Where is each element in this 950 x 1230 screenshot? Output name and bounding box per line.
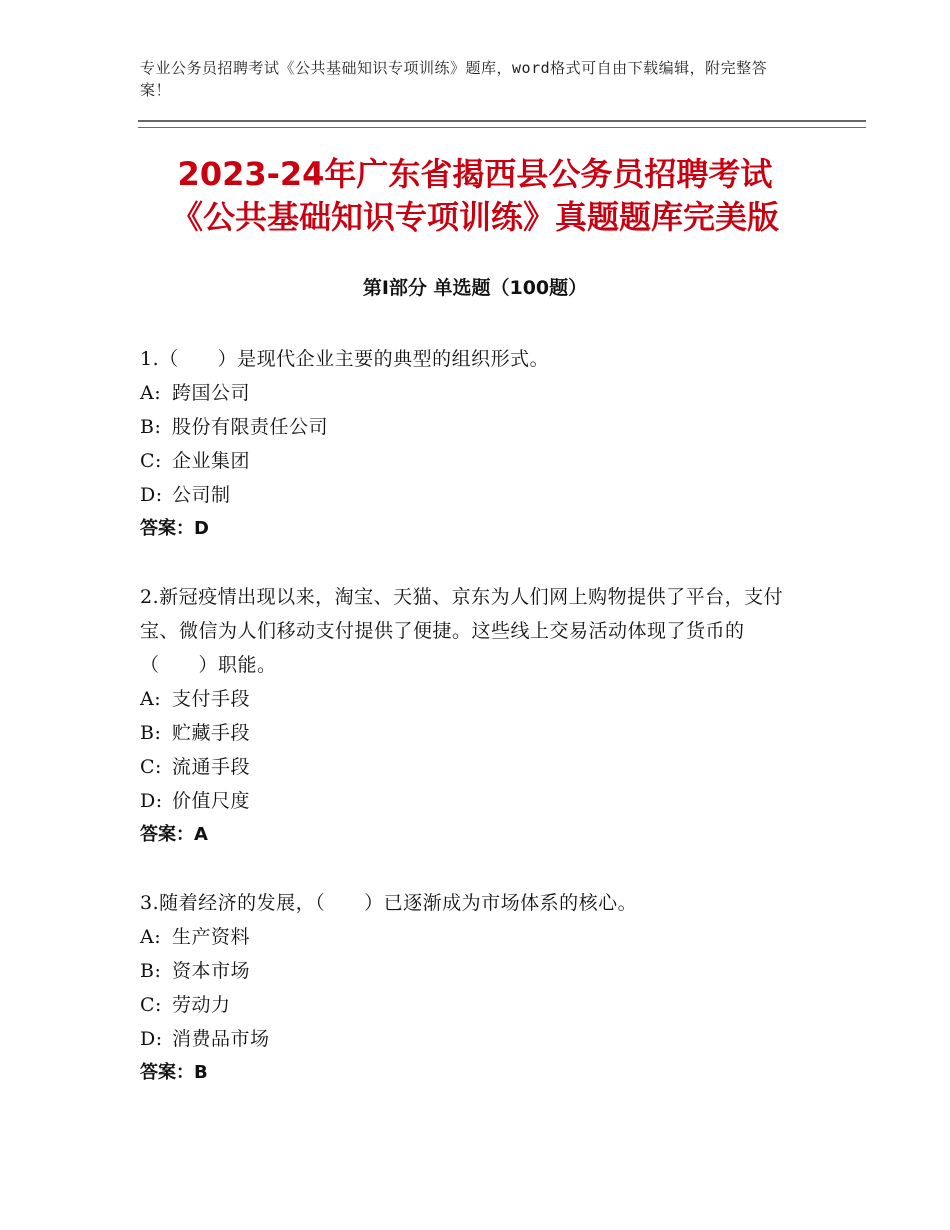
header-divider [138, 120, 866, 128]
option-letter: A: [140, 926, 162, 948]
answer-key: 答案：A [140, 824, 208, 845]
option-a [140, 920, 800, 954]
option-letter: B: [140, 416, 162, 438]
option-text: 资本市场 [172, 960, 251, 982]
question-stem: 3.随着经济的发展，（ ）已逐渐成为市场体系的核心。 [140, 892, 638, 914]
option-text: 股份有限责任公司 [172, 416, 329, 438]
option-text: 跨国公司 [172, 382, 251, 404]
option-b [140, 954, 800, 988]
option-text: 生产资料 [172, 926, 251, 948]
option-a [140, 376, 800, 410]
question-stem: 1.（ ）是现代企业主要的典型的组织形式。 [140, 348, 550, 370]
option-d [140, 1022, 800, 1056]
option-text: 支付手段 [172, 688, 251, 710]
option-c [140, 988, 800, 1022]
question-stem: 2.新冠疫情出现以来，淘宝、天猫、京东为人们网上购物提供了平台，支付宝、微信为人们移动支付提供了便捷。这些线上交易活动体现了货币的（ ）职能。 [140, 586, 784, 676]
option-letter: C: [140, 994, 162, 1016]
option-letter: C: [140, 756, 162, 778]
option-c [140, 750, 800, 784]
option-text: 公司制 [172, 484, 231, 506]
question-2 [140, 580, 800, 852]
option-letter: D: [140, 790, 163, 812]
option-letter: B: [140, 722, 162, 744]
option-letter: A: [140, 688, 162, 710]
header-note: 专业公务员招聘考试《公共基础知识专项训练》题库，word格式可自由下载编辑，附完整答案！ [140, 59, 768, 99]
option-text: 贮藏手段 [172, 722, 251, 744]
option-b [140, 410, 800, 444]
option-text: 流通手段 [172, 756, 251, 778]
option-d [140, 784, 800, 818]
option-text: 价值尺度 [172, 790, 251, 812]
question-3 [140, 886, 800, 1090]
option-d [140, 478, 800, 512]
question-1 [140, 342, 800, 546]
option-text: 消费品市场 [172, 1028, 270, 1050]
option-letter: B: [140, 960, 162, 982]
section-heading: 第Ⅰ部分 单选题（100题） [362, 277, 588, 299]
option-letter: C: [140, 450, 162, 472]
document-title [0, 153, 950, 239]
answer-key: 答案：D [140, 518, 209, 539]
option-text: 企业集团 [172, 450, 251, 472]
option-letter: D: [140, 484, 163, 506]
answer-key: 答案：B [140, 1062, 208, 1083]
option-letter: D: [140, 1028, 163, 1050]
option-a [140, 682, 800, 716]
option-text: 劳动力 [172, 994, 231, 1016]
option-c [140, 444, 800, 478]
title-line-1: 2023-24年广东省揭西县公务员招聘考试 [177, 155, 773, 193]
title-line-2: 《公共基础知识专项训练》真题题库完美版 [170, 198, 779, 236]
option-b [140, 716, 800, 750]
option-letter: A: [140, 382, 162, 404]
